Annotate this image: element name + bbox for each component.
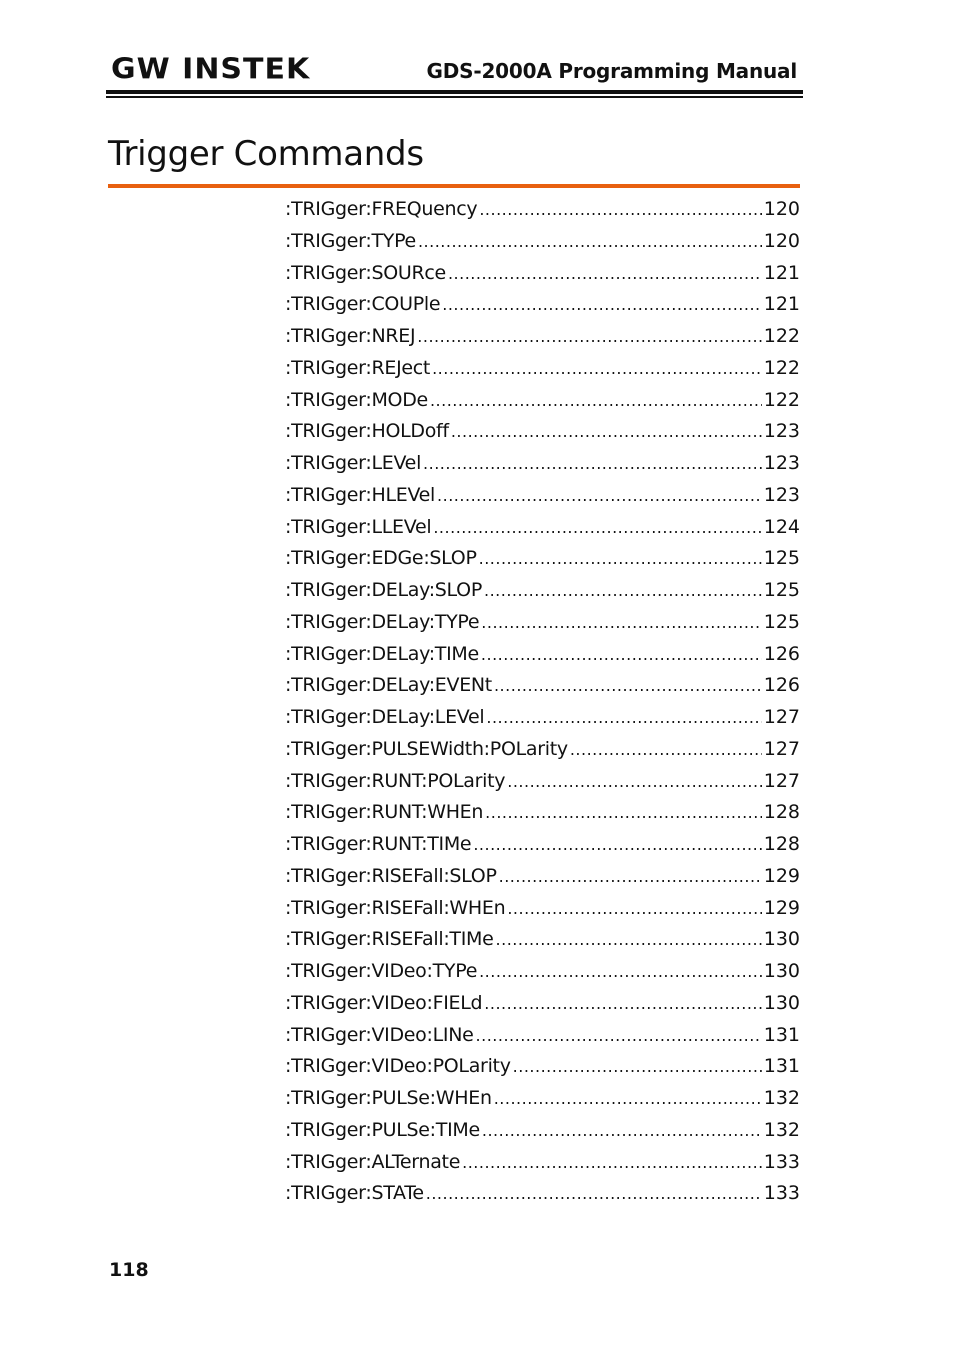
toc-entry[interactable] — [285, 738, 800, 770]
toc-entry-page: 122 — [763, 325, 800, 347]
toc-entry[interactable] — [285, 389, 800, 421]
toc-entry-page: 123 — [763, 452, 800, 474]
toc-dot-leader — [462, 1153, 762, 1172]
toc-entry-page: 132 — [763, 1087, 800, 1109]
toc-entry-page: 128 — [763, 801, 800, 824]
toc-entry[interactable] — [285, 420, 800, 452]
toc-entry-label: :TRIGger:RISEFall:SLOP — [285, 864, 497, 887]
toc-dot-leader — [479, 200, 761, 219]
toc-entry[interactable] — [285, 928, 800, 960]
toc-entry-page: 130 — [763, 991, 800, 1014]
toc-entry-page: 131 — [763, 1023, 800, 1046]
toc-entry-label: :TRIGger:DELay:SLOP — [285, 579, 482, 601]
toc-entry-label: :TRIGger:FREQuency — [285, 198, 478, 220]
toc-dot-leader — [479, 962, 762, 981]
toc-entry-label: :TRIGger:RISEFall:WHEn — [285, 896, 506, 919]
toc-dot-leader — [448, 264, 762, 283]
toc-entry[interactable] — [285, 1024, 800, 1056]
toc-entry[interactable] — [285, 865, 800, 897]
section-title: Trigger Commands — [108, 134, 424, 174]
toc-dot-leader — [494, 1089, 762, 1108]
toc-dot-leader — [499, 867, 762, 886]
toc-entry-page: 130 — [763, 960, 800, 982]
toc-entry-label: :TRIGger:REJect — [285, 356, 431, 379]
toc-entry-page: 120 — [763, 198, 800, 220]
toc-entry-label: :TRIGger:STATe — [285, 1182, 424, 1205]
toc-dot-leader — [496, 930, 762, 949]
toc-entry-label: :TRIGger:DELay:TYPe — [285, 610, 480, 633]
toc-entry-label: :TRIGger:VIDeo:TYPe — [285, 960, 478, 982]
toc-dot-leader — [570, 740, 762, 759]
toc-entry[interactable] — [285, 1055, 800, 1087]
toc-entry-page: 130 — [763, 928, 800, 951]
page-header — [106, 50, 803, 98]
section-title-underline — [108, 184, 800, 188]
toc-entry-page: 127 — [763, 706, 800, 728]
toc-entry-page: 128 — [763, 833, 800, 855]
toc-entry[interactable] — [285, 357, 800, 389]
toc-entry-page: 129 — [763, 896, 800, 919]
toc-entry-label: :TRIGger:EDGe:SLOP — [285, 547, 477, 570]
toc-entry-label: :TRIGger:MODe — [285, 388, 428, 411]
toc-entry[interactable] — [285, 833, 800, 865]
toc-dot-leader — [485, 803, 762, 822]
toc-entry[interactable] — [285, 516, 800, 548]
toc-entry-label: :TRIGger:VIDeo:POLarity — [285, 1055, 511, 1078]
toc-dot-leader — [476, 1026, 762, 1045]
toc-entry[interactable] — [285, 325, 800, 357]
toc-entry-label: :TRIGger:NREJ — [285, 325, 416, 347]
toc-entry-page: 121 — [763, 293, 800, 316]
toc-entry[interactable] — [285, 230, 800, 262]
toc-entry-page: 126 — [763, 674, 800, 697]
toc-entry[interactable] — [285, 643, 800, 675]
toc-entry-page: 121 — [763, 261, 800, 284]
toc-entry[interactable] — [285, 1119, 800, 1151]
toc-dot-leader — [494, 676, 762, 695]
toc-entry-label: :TRIGger:COUPle — [285, 293, 441, 316]
toc-entry-page: 123 — [763, 420, 800, 443]
brand-logo: GW INSTEK — [111, 53, 311, 87]
toc-entry-label: :TRIGger:PULSe:TIMe — [285, 1118, 480, 1141]
toc-dot-leader — [432, 359, 762, 378]
toc-dot-leader — [507, 772, 762, 791]
toc-entry[interactable] — [285, 770, 800, 802]
toc-entry-label: :TRIGger:RUNT:TIMe — [285, 833, 472, 855]
toc-entry[interactable] — [285, 262, 800, 294]
toc-entry-page: 122 — [763, 388, 800, 411]
toc-entry-label: :TRIGger:RUNT:POLarity — [285, 769, 506, 792]
toc-entry-label: :TRIGger:HLEVel — [285, 483, 436, 506]
toc-entry-label: :TRIGger:HOLDoff — [285, 420, 449, 443]
toc-dot-leader — [481, 645, 762, 664]
toc-dot-leader — [484, 581, 762, 600]
toc-dot-leader — [507, 899, 761, 918]
toc-entry-label: :TRIGger:VIDeo:LINe — [285, 1023, 474, 1046]
header-rule-thick — [106, 90, 803, 94]
toc-entry-page: 123 — [763, 483, 800, 506]
toc-entry-page: 125 — [763, 610, 800, 633]
toc-dot-leader — [417, 327, 761, 346]
toc-entry-page: 124 — [763, 515, 800, 538]
toc-entry[interactable] — [285, 1087, 800, 1119]
toc-entry-page: 129 — [763, 864, 800, 887]
toc-entry-page: 127 — [763, 737, 800, 760]
toc-entry-page: 133 — [763, 1150, 800, 1173]
toc-entry[interactable] — [285, 706, 800, 738]
toc-entry-label: :TRIGger:LLEVel — [285, 515, 432, 538]
toc-dot-leader — [484, 994, 761, 1013]
toc-entry-page: 120 — [763, 229, 800, 252]
toc-entry[interactable] — [285, 960, 800, 992]
header-rule-thin — [106, 96, 803, 98]
toc-entry-page: 133 — [763, 1182, 800, 1205]
toc-entry-label: :TRIGger:RISEFall:TIMe — [285, 928, 494, 951]
toc-dot-leader — [486, 708, 761, 727]
toc-entry-page: 127 — [763, 769, 800, 792]
toc-dot-leader — [482, 1121, 762, 1140]
toc-entry[interactable] — [285, 484, 800, 516]
toc-entry-label: :TRIGger:DELay:EVENt — [285, 674, 492, 697]
toc-entry-label: :TRIGger:RUNT:WHEn — [285, 801, 484, 824]
toc-entry-page: 125 — [763, 579, 800, 601]
toc-entry[interactable] — [285, 293, 800, 325]
toc-list — [285, 198, 800, 1214]
toc-entry-page: 132 — [763, 1118, 800, 1141]
toc-entry-label: :TRIGger:LEVel — [285, 452, 422, 474]
toc-entry-label: :TRIGger:VIDeo:FIELd — [285, 991, 483, 1014]
toc-entry[interactable] — [285, 452, 800, 484]
toc-entry[interactable] — [285, 897, 800, 929]
toc-entry-page: 125 — [763, 547, 800, 570]
toc-entry[interactable] — [285, 547, 800, 579]
toc-dot-leader — [426, 1184, 762, 1203]
toc-entry-page: 122 — [763, 356, 800, 379]
toc-entry[interactable] — [285, 992, 800, 1024]
toc-entry[interactable] — [285, 1151, 800, 1183]
toc-entry-page: 126 — [763, 642, 800, 665]
manual-title: GDS-2000A Programming Manual — [426, 59, 797, 83]
toc-dot-leader — [442, 295, 762, 314]
toc-dot-leader — [430, 391, 762, 410]
toc-entry[interactable] — [285, 611, 800, 643]
toc-entry[interactable] — [285, 674, 800, 706]
toc-entry-label: :TRIGger:DELay:LEVel — [285, 706, 485, 728]
toc-dot-leader — [451, 422, 762, 441]
toc-entry[interactable] — [285, 198, 800, 230]
toc-entry[interactable] — [285, 1182, 800, 1214]
toc-dot-leader — [481, 613, 761, 632]
toc-entry-label: :TRIGger:PULSEWidth:POLarity — [285, 737, 568, 760]
toc-entry-label: :TRIGger:SOURce — [285, 261, 446, 284]
toc-entry[interactable] — [285, 801, 800, 833]
toc-entry-label: :TRIGger:ALTernate — [285, 1150, 461, 1173]
toc-dot-leader — [423, 454, 762, 473]
page-number: 118 — [109, 1259, 149, 1281]
toc-dot-leader — [513, 1057, 762, 1076]
toc-entry-label: :TRIGger:TYPe — [285, 229, 416, 252]
toc-entry-label: :TRIGger:PULSe:WHEn — [285, 1087, 492, 1109]
toc-dot-leader — [437, 486, 762, 505]
toc-dot-leader — [473, 835, 761, 854]
toc-entry-label: :TRIGger:DELay:TIMe — [285, 642, 479, 665]
toc-entry[interactable] — [285, 579, 800, 611]
toc-dot-leader — [479, 549, 762, 568]
toc-dot-leader — [433, 518, 761, 537]
toc-dot-leader — [418, 232, 762, 251]
toc-entry-page: 131 — [763, 1055, 800, 1078]
